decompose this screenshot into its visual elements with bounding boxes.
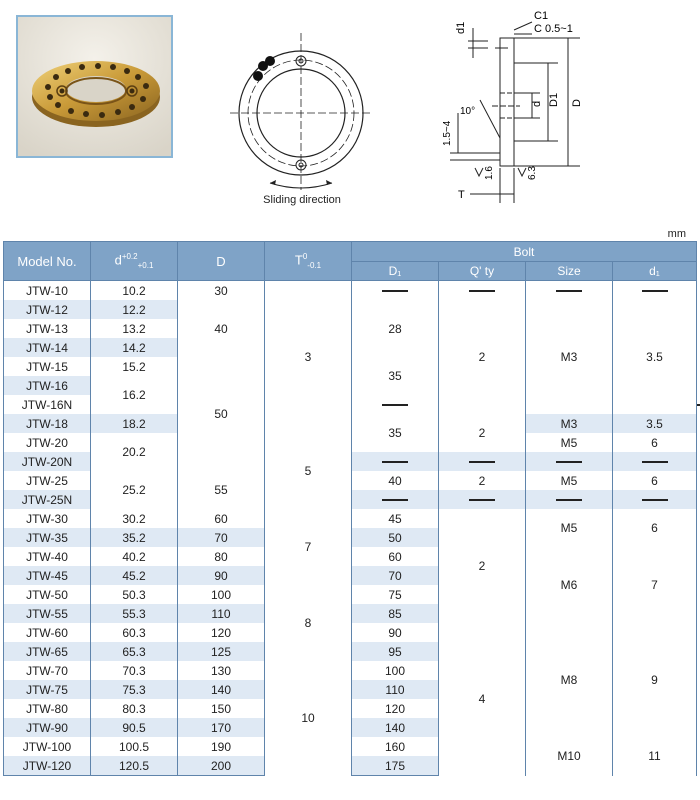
d-cell: 16.2 [91, 376, 178, 414]
table-row [4, 509, 697, 528]
D-cell: 140 [178, 680, 265, 699]
d-cell: 20.2 [91, 433, 178, 471]
d-cell: 18.2 [91, 414, 178, 433]
model-cell: JTW-45 [4, 566, 91, 585]
d-cell: 10.2 [91, 281, 178, 301]
roughness-1-label: 1.6 [484, 166, 495, 180]
size-cell: M5 [526, 509, 613, 547]
d-cell: 65.3 [91, 642, 178, 661]
model-cell: JTW-35 [4, 528, 91, 547]
d1-label: d1 [455, 21, 467, 34]
d1-cell: 3.5 [613, 300, 697, 414]
model-cell: JTW-15 [4, 357, 91, 376]
D1-cell: 35 [352, 357, 439, 395]
model-cell: JTW-50 [4, 585, 91, 604]
D-cell: 40 [178, 300, 265, 357]
d-cell: 12.2 [91, 300, 178, 319]
c-range-label: C 0.5~1 [534, 23, 573, 35]
d-cell: 50.3 [91, 585, 178, 604]
table-row [4, 281, 697, 301]
header-bolt: Bolt [352, 242, 697, 262]
d-cell: 100.5 [91, 737, 178, 756]
header-bolt-size: Size [526, 262, 613, 281]
table-row [4, 433, 697, 452]
D1-cell [352, 281, 439, 301]
qty-cell: 2 [439, 300, 526, 414]
D-cell: 120 [178, 623, 265, 642]
size-cell [526, 281, 613, 301]
D-cell: 130 [178, 661, 265, 680]
d1-cell: 3.5 [613, 414, 697, 433]
model-cell: JTW-60 [4, 623, 91, 642]
d-cell: 25.2 [91, 471, 178, 509]
d1-cell: 6 [613, 471, 697, 490]
model-cell: JTW-16N [4, 395, 91, 414]
D1-cell: 75 [352, 585, 439, 604]
sliding-direction-caption: Sliding direction [263, 194, 341, 206]
model-cell: JTW-18 [4, 414, 91, 433]
d-cell: 35.2 [91, 528, 178, 547]
size-cell [526, 490, 613, 509]
model-cell: JTW-14 [4, 338, 91, 357]
model-cell: JTW-65 [4, 642, 91, 661]
d-cell: 45.2 [91, 566, 178, 585]
D1-label: D1 [548, 92, 560, 107]
product-photo [16, 15, 173, 158]
D-cell: 110 [178, 604, 265, 623]
D1-cell [352, 452, 439, 471]
angle-label: 10° [460, 106, 476, 117]
D-cell: 55 [178, 471, 265, 509]
D1-cell: 110 [352, 680, 439, 699]
D1-cell: 90 [352, 623, 439, 642]
header-bolt-D1: D₁ [352, 262, 439, 281]
D-cell: 200 [178, 756, 265, 776]
d1-cell: 6 [613, 509, 697, 547]
model-cell: JTW-120 [4, 756, 91, 776]
d-cell: 40.2 [91, 547, 178, 566]
D-cell: 190 [178, 737, 265, 756]
D-cell: 170 [178, 718, 265, 737]
d-cell: 80.3 [91, 699, 178, 718]
header-bolt-d1: d₁ [613, 262, 697, 281]
d1-cell: 6 [613, 433, 697, 452]
D-cell: 150 [178, 699, 265, 718]
roughness-2-label: 6.3 [527, 166, 538, 180]
D1-cell: 120 [352, 699, 439, 718]
d-cell: 15.2 [91, 357, 178, 376]
D1-cell: 40 [352, 471, 439, 490]
T-cell: 10 [265, 661, 352, 776]
model-cell: JTW-80 [4, 699, 91, 718]
d-cell: 13.2 [91, 319, 178, 338]
d-cell: 120.5 [91, 756, 178, 776]
D1-cell: 95 [352, 642, 439, 661]
D1-cell: 28 [352, 300, 439, 357]
D1-cell: 45 [352, 509, 439, 528]
header-D: D [178, 242, 265, 281]
spec-table-body [4, 281, 697, 776]
qty-cell: 4 [439, 623, 526, 776]
unit-label: mm [667, 228, 686, 240]
qty-cell [439, 281, 526, 301]
qty-cell: 2 [439, 471, 526, 490]
gap-label: 1.5~4 [442, 120, 453, 146]
model-cell: JTW-55 [4, 604, 91, 623]
model-cell: JTW-100 [4, 737, 91, 756]
D1-cell: 35 [352, 414, 439, 452]
D-cell: 90 [178, 566, 265, 585]
T-cell: 3 [265, 281, 352, 434]
D1-cell: 50 [352, 528, 439, 547]
size-cell: M5 [526, 433, 613, 452]
model-cell: JTW-40 [4, 547, 91, 566]
size-cell: M3 [526, 414, 613, 433]
model-cell: JTW-30 [4, 509, 91, 528]
D1-cell: 85 [352, 604, 439, 623]
d1-cell: 11 [613, 737, 697, 776]
size-cell: M6 [526, 547, 613, 623]
D-cell: 50 [178, 357, 265, 471]
qty-cell: 2 [439, 509, 526, 623]
model-cell: JTW-25N [4, 490, 91, 509]
d-cell: 30.2 [91, 509, 178, 528]
d-cell: 60.3 [91, 623, 178, 642]
d1-cell [613, 281, 697, 301]
d1-cell: 9 [613, 623, 697, 737]
D1-cell [352, 490, 439, 509]
D1-cell: 100 [352, 661, 439, 680]
D1-cell: 160 [352, 737, 439, 756]
d-cell: 70.3 [91, 661, 178, 680]
size-cell: M8 [526, 623, 613, 737]
d1-cell [613, 452, 697, 471]
D1-cell [352, 395, 439, 414]
d-cell: 90.5 [91, 718, 178, 737]
size-cell: M10 [526, 737, 613, 776]
header-model: Model No. [4, 242, 91, 281]
size-cell: M5 [526, 471, 613, 490]
D-cell: 80 [178, 547, 265, 566]
T-cell: 8 [265, 585, 352, 661]
qty-cell [439, 490, 526, 509]
model-cell: JTW-20N [4, 452, 91, 471]
D-cell: 70 [178, 528, 265, 547]
d1-cell: 7 [613, 547, 697, 623]
d-cell: 75.3 [91, 680, 178, 699]
D1-cell: 70 [352, 566, 439, 585]
D-label: D [571, 99, 583, 107]
model-cell: JTW-25 [4, 471, 91, 490]
size-cell [526, 452, 613, 471]
D-cell: 60 [178, 509, 265, 528]
d-label: d [531, 100, 543, 107]
c1-label: C1 [534, 10, 549, 22]
D-cell: 125 [178, 642, 265, 661]
D1-cell: 60 [352, 547, 439, 566]
spec-table [3, 241, 697, 776]
model-cell: JTW-13 [4, 319, 91, 338]
qty-cell: 2 [439, 414, 526, 452]
model-cell: JTW-20 [4, 433, 91, 452]
side-view-diagram [440, 8, 600, 203]
model-cell: JTW-75 [4, 680, 91, 699]
model-cell: JTW-16 [4, 376, 91, 395]
header-T: $T^0_{-0.1}$ [265, 242, 352, 281]
size-cell: M3 [526, 300, 613, 414]
D1-cell: 140 [352, 718, 439, 737]
D-cell: 100 [178, 585, 265, 604]
header-bolt-qty: Q' ty [439, 262, 526, 281]
T-cell: 7 [265, 509, 352, 585]
header-d: $d^{+0.2}_{+0.1}$ [91, 242, 178, 281]
qty-cell [439, 452, 526, 471]
model-cell: JTW-12 [4, 300, 91, 319]
model-cell: JTW-70 [4, 661, 91, 680]
D1-cell: 175 [352, 756, 439, 776]
model-cell: JTW-10 [4, 281, 91, 301]
T-cell: 5 [265, 433, 352, 509]
d-cell: 55.3 [91, 604, 178, 623]
D-cell: 30 [178, 281, 265, 301]
front-view-diagram [225, 25, 380, 195]
d-cell: 14.2 [91, 338, 178, 357]
model-cell: JTW-90 [4, 718, 91, 737]
t-label: T [458, 189, 465, 201]
d1-cell [613, 490, 697, 509]
